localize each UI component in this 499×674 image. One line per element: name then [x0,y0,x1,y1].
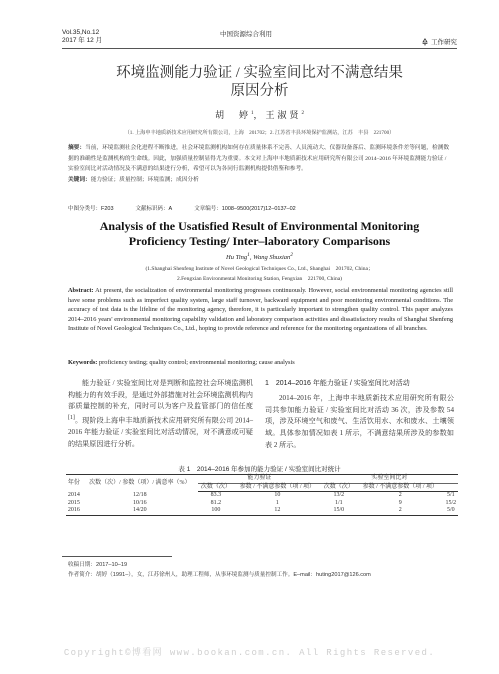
author-bio: 作者简介：胡婷（1991–），女，江苏徐州人，助理工程师，从事环境监测与质量控制工作。E–mail：huting2017@126.com [68,572,371,578]
footnote-divider [62,556,172,557]
affiliation-cn: （1. 上海申丰地质新技术应用研究所有限公司，上海 201702；2. 江苏省丰县环境保护监测站，江苏 丰县 221700） [124,130,395,136]
journal-issue [62,29,102,45]
issue-date: 2017 年 12 月 [62,37,103,44]
abstract-en: Abstract: At present, the socialization of environmental monitoring progresses continuously. However, social environmental monitoring agencies still have some problems such as imperfect quality system, large staff turnover, backward equipment and poor monitoring environmental conditions. The accuracy of test data is the lifeline of the monitoring agency, therefore, it is particularly important to strengthen quality control. This paper analyzes 2014–2016 years' environmental monitoring capability validation and laboratory comparison activities and dissatisfactory results of Shanghai Shenfeng Institute of Novel Geological Techniques Co., Ltd., hoping to provide reference and reference for the monitoring organizations of all branches. [68,287,453,333]
header-proficiency: 能力验证 [198,475,321,484]
authors-en: Hu Ting$^1$, Wang Shuxian$^2$ [226,252,293,262]
participation-table: 年份 次数（次）/ 参数（项）/ 满意率（%） 能力验证 实验室间比对 次数（次） 参数 / 不满意参数（项 / 项） 次数（次） 参数 / 不满意参数（项 / 项） 2014 12/18 83.3 10 13/2 2 5/1 2015 10/16 81.2 1 1/1 9 15/2 2016 14/20 100 12 15/0 2 5/0 [66,474,458,516]
article-title-cn: 环境监测能力验证 / 实验室间比对不满意结果 原因分析 [116,65,403,99]
recycle-icon [421,38,429,46]
clc-number: 中图分类号：F203 [68,206,114,212]
authors-cn: 胡 婷$^1$，王淑贤$^2$ [214,110,305,120]
table-row: 2014 12/18 83.3 10 13/2 2 5/1 [67,491,455,499]
intro-paragraph: 能力验证 / 实验室间比对是判断和监控社会环境监测机构能力的有效手段，是通过外部措施对社会环境监测机构内部质量控制的补充，同时可以为客户及监管部门的信任度[1]。现阶段上海申丰地质新技术应用研究所有限公司 2014–2016 年能力验证 / 实验室间比对活动情况，对不满意或可疑的结果原因进行分析。 [68,379,253,448]
keywords-en: Keywords: proficiency testing; quality control; environmental monitoring; cause analysis [68,359,295,366]
table-row: 2016 14/20 100 12 15/0 2 5/0 [66,507,458,515]
article-title-en: Analysis of the Usatisfied Result of Environmental Monitoring Proficiency Testing/ Inter–laboratory Comparisons [99,219,420,248]
received-date: 收稿日期：2017–10–19 [68,562,128,568]
journal-name: 中国资源综合利用 [220,31,272,38]
article-metadata [68,204,453,212]
document-code: 文献标识码：A [135,206,173,212]
volume-label: Vol.35,No.12 [62,29,100,36]
section-heading: 1 2014–2016 年能力验证 / 实验室间比对活动 [265,380,410,387]
header-divider [62,48,457,49]
citation-ref[interactable]: [1] [68,415,75,422]
copyright-watermark: Copyright©博看网 www.bookan.com.cn. All Rights Reserved. [63,648,436,658]
abstract-cn: 摘要：当前，环境监测社会化进程不断推进，社会环境监测机构如何存在质量体系不完善、人员流动大、仪器设备落后、监测环境条件差等问题，检测数据的准确性是监测机构的生命线。因此，加强质量控制显得尤为重要。本文对上海申丰地质新技术应用研究所有限公司 2014–2016 年环境监测能力验证 / 实验室间比对活动情况及不满意的结果进行分析，希望可以为各同行监测机构提供借鉴和参考。 关键词：能力验证；质量控制；环境监测；成因分析 [68,145,450,183]
table-row: 2015 10/16 81.2 1 1/1 9 15/2 [67,499,457,506]
header-total: 次数（次）/ 参数（项）/ 满意率（%） [82,475,198,492]
header-comparison: 实验室间比对 [321,475,458,484]
section-paragraph: 2014–2016 年，上海申丰地质新技术应用研究所有限公司共参加能力验证 / 实验室间比对活动 36 次，涉及参数 54 项，涉及环境空气和废气、生活饮用水、水和废水、土壤领域。具体参加情况如表 1 所示，不满意结果所涉及的参数如表 2 所示。 [265,394,454,449]
section-label [421,37,457,46]
article-number: 文章编号：1008–9500(2017)12–0137–02 [194,206,296,212]
header-year: 年份 [66,475,82,492]
affiliation-en-2: 2.Fengxian Environmental Monitoring Station, Fengxian 221700, China) [177,276,342,282]
affiliation-en-1: (1.Shanghai Shenfeng Institute of Novel Geological Techniques Co., Ltd., Shanghai 201702, China； [145,266,374,272]
section-name: 工作研究 [431,39,457,46]
table-caption: 表 1 2014–2016 年参加的能力验证 / 实验室间比对统计 [178,466,341,473]
